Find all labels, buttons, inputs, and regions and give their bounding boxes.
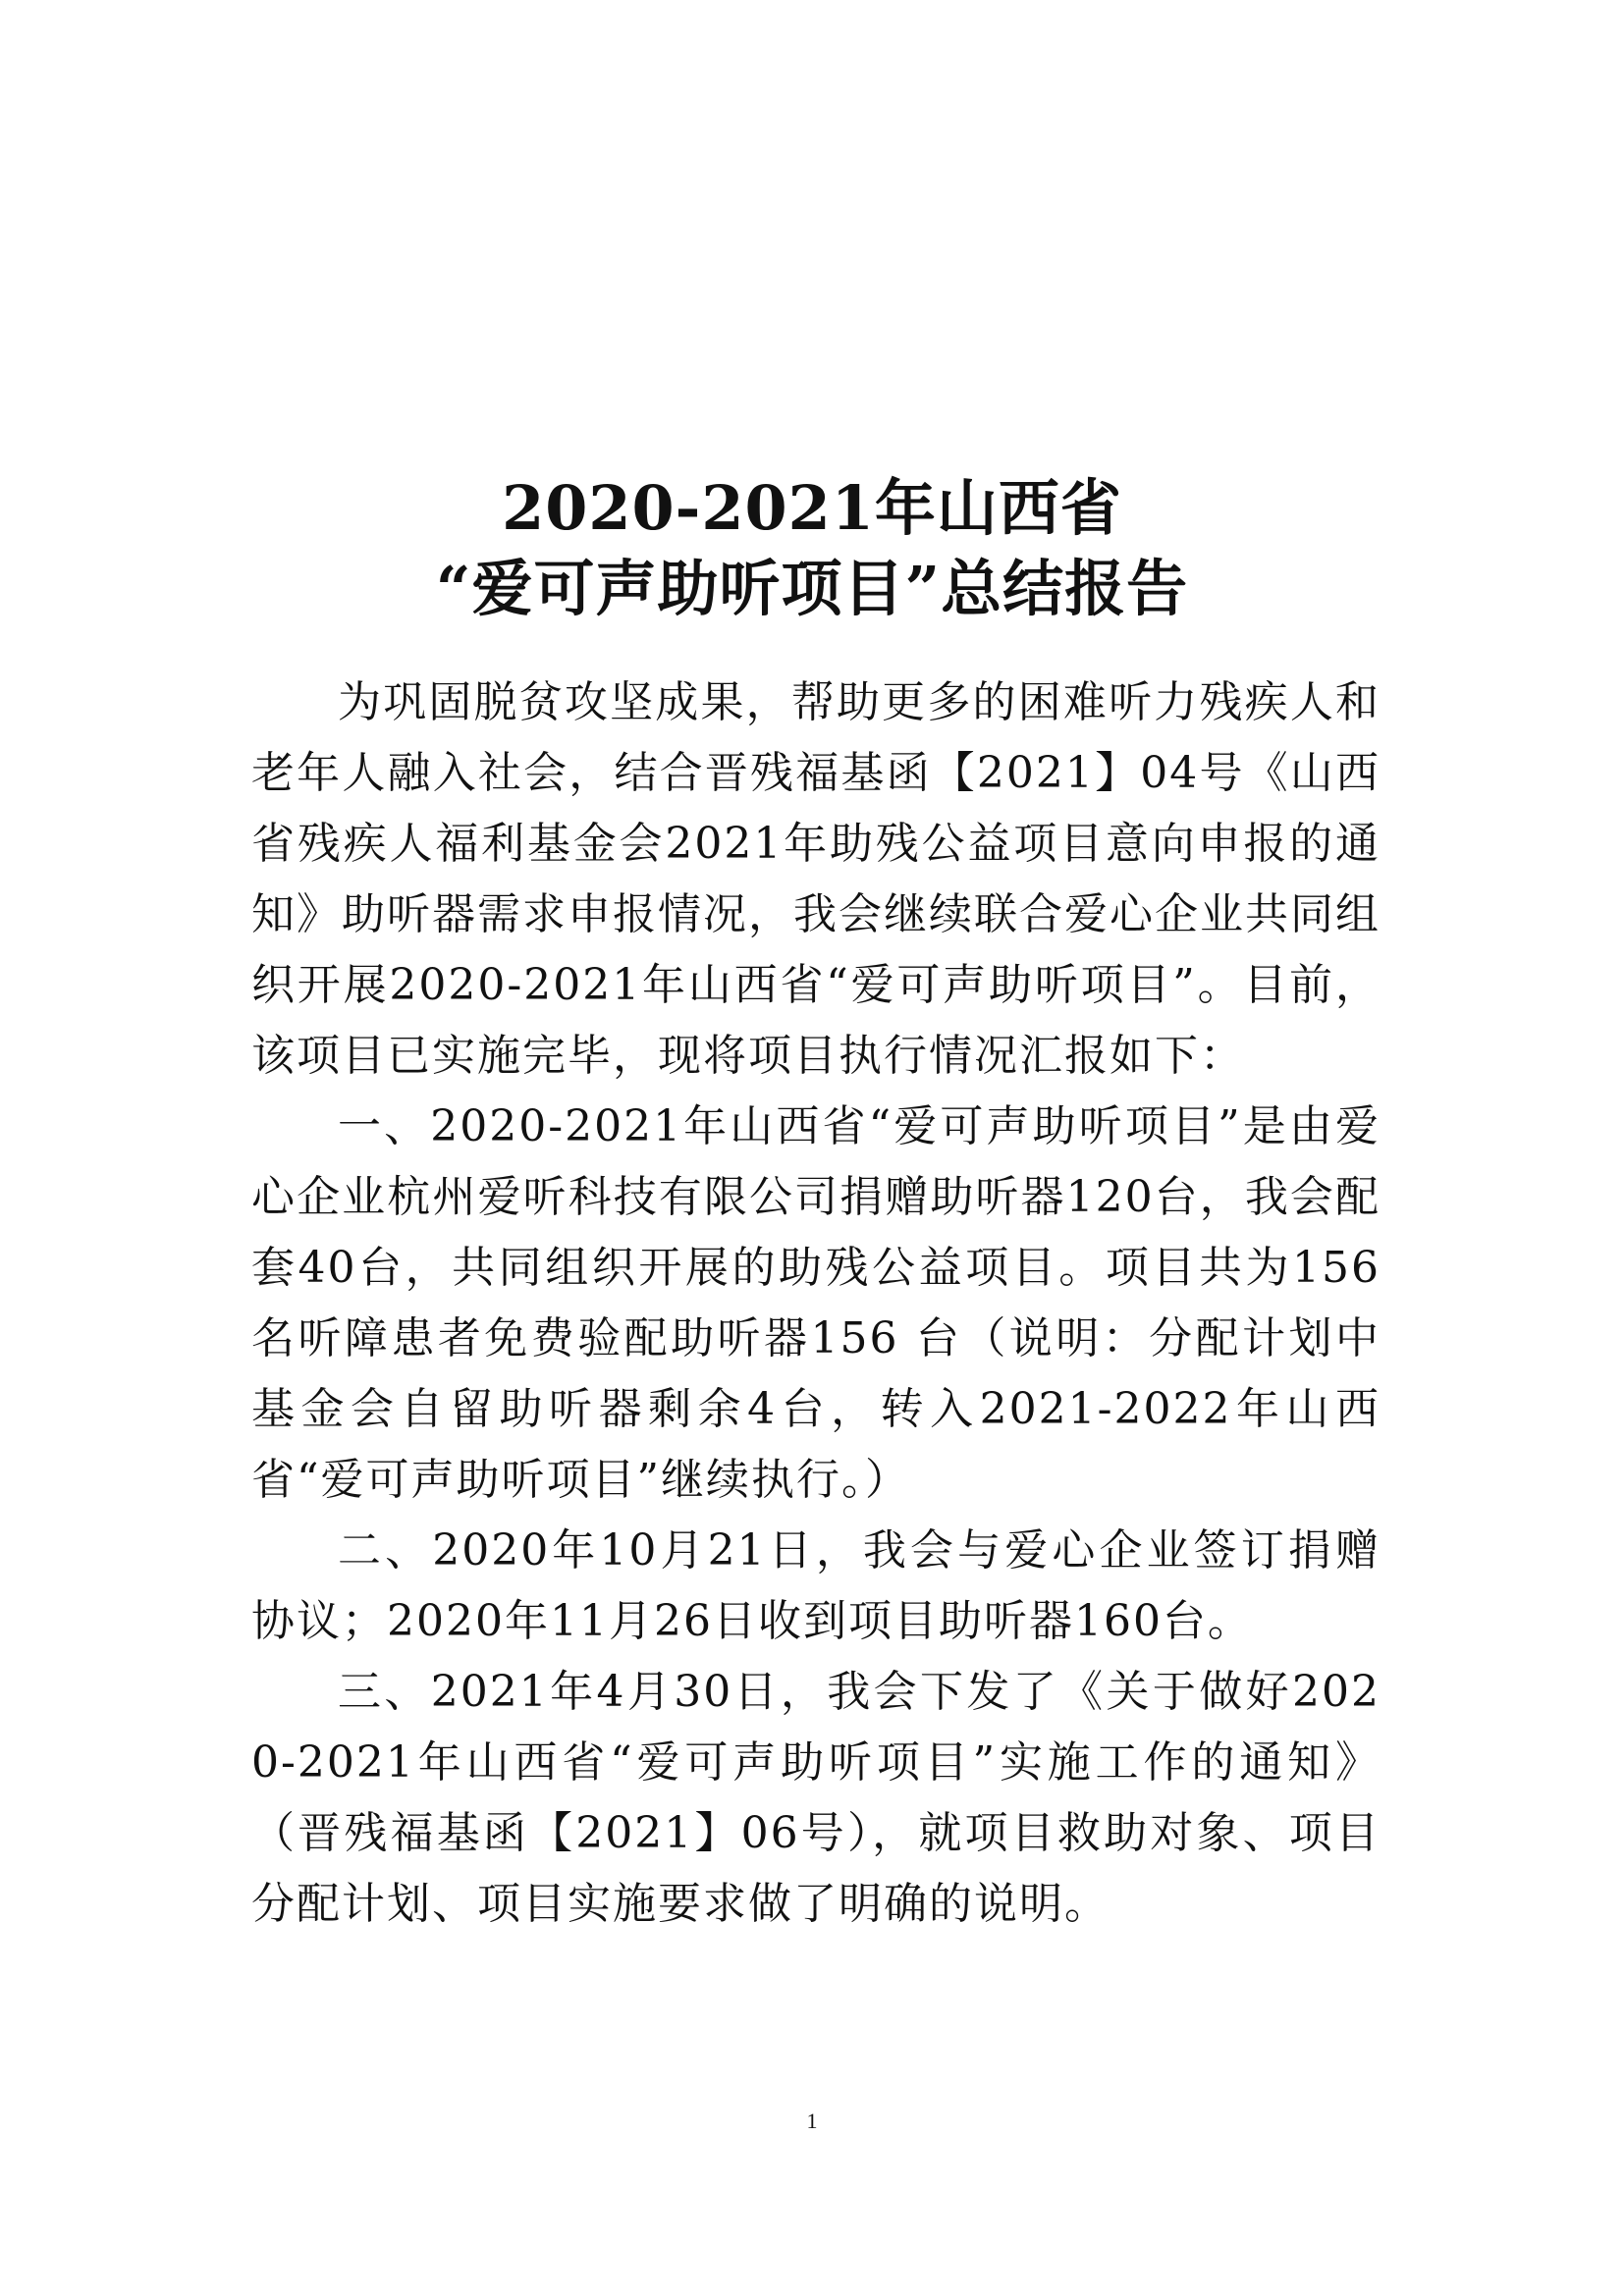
document-title-line-2: “爱可声助听项目”总结报告 — [435, 553, 1189, 624]
document-title-line-1: 2020-2021年山西省 — [502, 472, 1122, 544]
paragraph-section-1: 一、2020-2021年山西省“爱可声助听项目”是由爱心企业杭州爱听科技有限公司捐赠助听器120台，我会配套40台，共同组织开展的助残公益项目。项目共为156名听障患者免费验配助听器156 台（说明：分配计划中基金会自留助听器剩余4台，转入2021-2022年山西省“爱可声助听项目”继续执行。） — [251, 1101, 1380, 1505]
paragraph-section-3: 三、2021年4月30日，我会下发了《关于做好2020-2021年山西省“爱可声助听项目”实施工作的通知》（晋残福基函【2021】06号），就项目救助对象、项目分配计划、项目实施要求做了明确的说明。 — [251, 1667, 1380, 1929]
document-body — [251, 667, 1380, 1940]
page-number: 1 — [806, 2109, 818, 2133]
paragraph-section-2: 二、2020年10月21日，我会与爱心企业签订捐赠协议；2020年11月26日收到项目助听器160台。 — [251, 1525, 1380, 1646]
paragraph-intro: 为巩固脱贫攻坚成果，帮助更多的困难听力残疾人和老年人融入社会，结合晋残福基函【2021】04号《山西省残疾人福利基金会2021年助残公益项目意向申报的通知》助听器需求申报情况，我会继续联合爱心企业共同组织开展2020-2021年山西省“爱可声助听项目”。目前，该项目已实施完毕，现将项目执行情况汇报如下： — [251, 677, 1380, 1081]
